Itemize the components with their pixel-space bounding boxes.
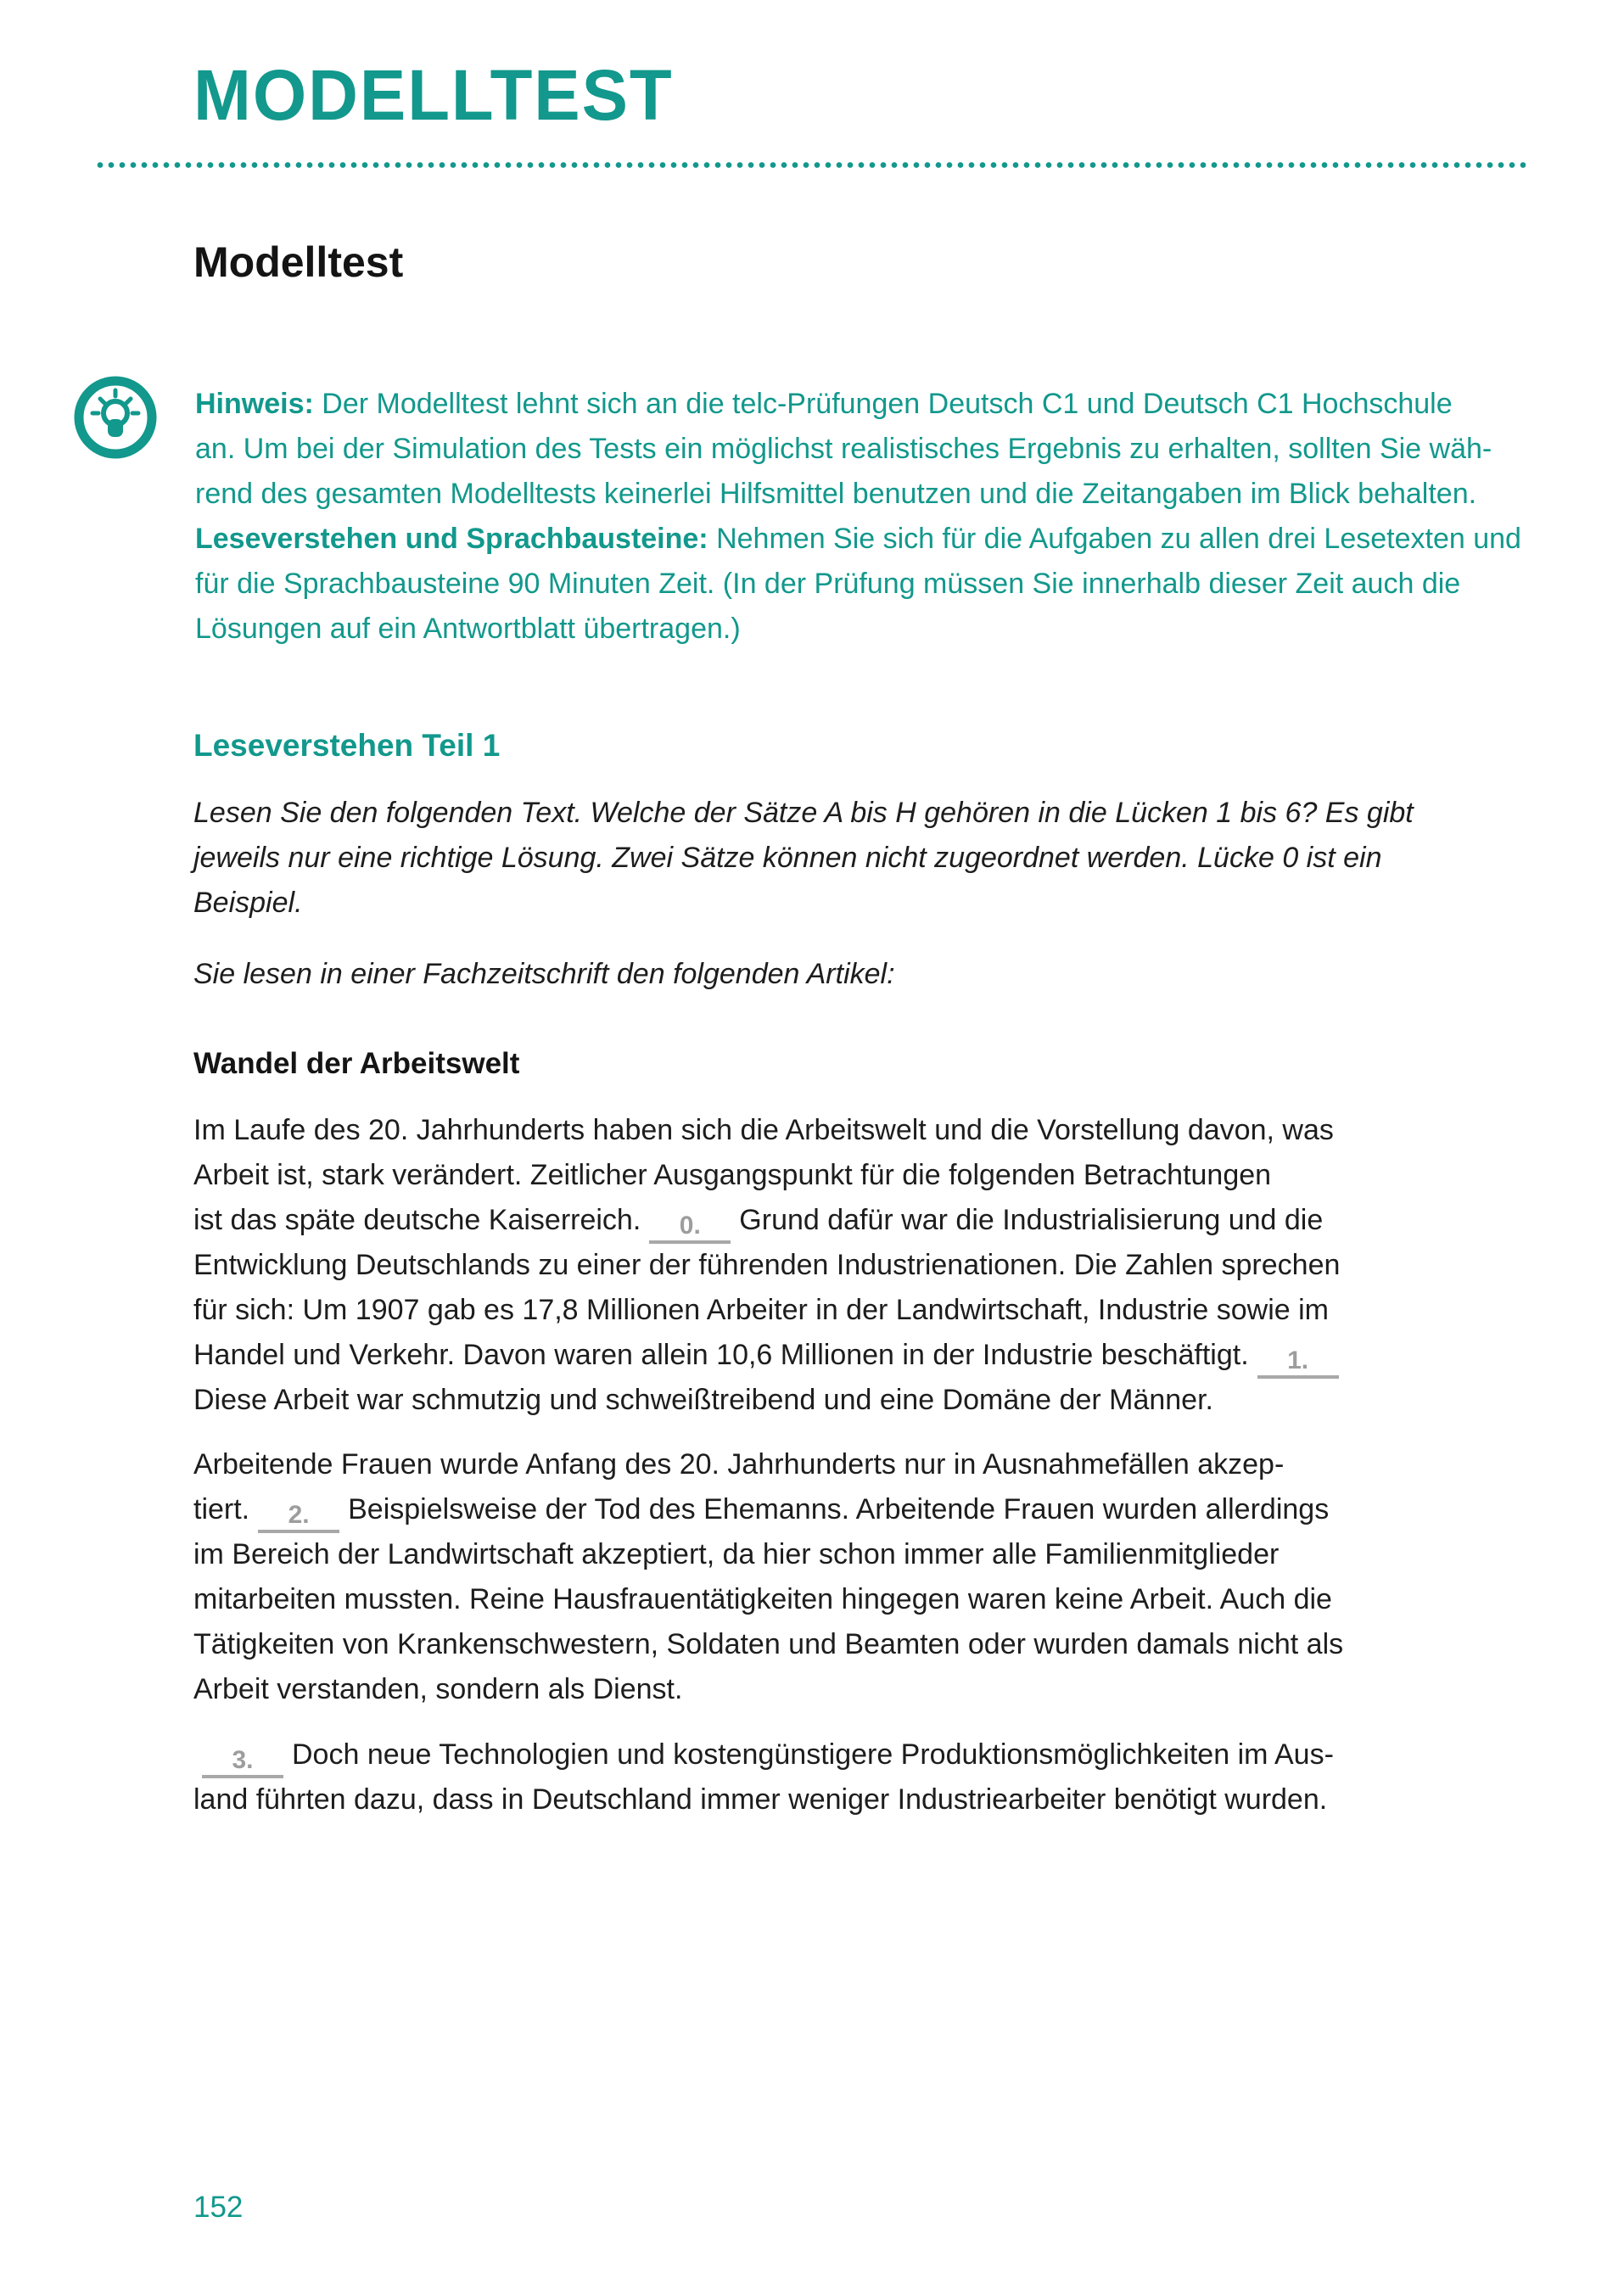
text-line: Lösungen auf ein Antwortblatt übertragen.) bbox=[195, 613, 741, 645]
gap-blank-2: 2. bbox=[258, 1502, 339, 1533]
text-line: Im Laufe des 20. Jahrhunderts haben sich die Arbeitswelt und die Vorstellung davon, was bbox=[193, 1114, 1334, 1146]
text-line: an. Um bei der Simulation des Tests ein möglichst realistisches Ergebnis zu erhalten, sollten Sie wäh- bbox=[195, 433, 1492, 465]
text-line: Leseverstehen und Sprachbausteine: Nehmen Sie sich für die Aufgaben zu allen drei Lesetexten und bbox=[195, 523, 1521, 555]
text-line: für die Sprachbausteine 90 Minuten Zeit. (In der Prüfung müssen Sie innerhalb dieser Zeit auch die bbox=[195, 568, 1461, 600]
text-line: tiert. 2. Beispielsweise der Tod des Ehemanns. Arbeitende Frauen wurden allerdings bbox=[193, 1487, 1343, 1532]
text-line: für sich: Um 1907 gab es 17,8 Millionen Arbeiter in der Landwirtschaft, Industrie sowie im bbox=[193, 1294, 1329, 1326]
text-line: Diese Arbeit war schmutzig und schweißtreibend und eine Domäne der Männer. bbox=[193, 1384, 1213, 1416]
source-line: Sie lesen in einer Fachzeitschrift den folgenden Artikel: bbox=[193, 958, 895, 990]
text-line: Arbeit ist, stark verändert. Zeitlicher Ausgangspunkt für die folgenden Betrachtungen bbox=[193, 1159, 1272, 1191]
text-line: Arbeit verstanden, sondern als Dienst. bbox=[193, 1673, 683, 1705]
hint-block bbox=[195, 382, 1521, 652]
page-number: 152 bbox=[193, 2191, 244, 2224]
text-line: land führten dazu, dass in Deutschland immer weniger Industriearbeiter benötigt wurden. bbox=[193, 1783, 1328, 1816]
text-line: Entwicklung Deutschlands zu einer der führenden Industrienationen. Die Zahlen sprechen bbox=[193, 1249, 1341, 1281]
lightbulb-icon bbox=[73, 375, 158, 460]
section-heading: Leseverstehen Teil 1 bbox=[193, 728, 501, 763]
article-title: Wandel der Arbeitswelt bbox=[193, 1047, 520, 1080]
text-line: Hinweis: Der Modelltest lehnt sich an die telc-Prüfungen Deutsch C1 und Deutsch C1 Hochschule bbox=[195, 388, 1453, 420]
chapter-banner: MODELLTEST bbox=[193, 55, 674, 135]
text-line: rend des gesamten Modelltests keinerlei Hilfsmittel benutzen und die Zeitangaben im Blick behalten. bbox=[195, 478, 1477, 510]
dotted-divider bbox=[95, 161, 1526, 169]
article-paragraph-3 bbox=[193, 1732, 1334, 1822]
text-line: Lesen Sie den folgenden Text. Welche der Sätze A bis H gehören in die Lücken 1 bis 6? Es gibt bbox=[193, 797, 1414, 829]
text-line: 3. Doch neue Technologien und kostengünstigere Produktionsmöglichkeiten im Aus- bbox=[193, 1732, 1334, 1777]
bold-label: Hinweis: bbox=[195, 388, 314, 420]
text-line: Beispiel. bbox=[193, 887, 303, 919]
text-line: mitarbeiten mussten. Reine Hausfrauentätigkeiten hingegen waren keine Arbeit. Auch die bbox=[193, 1583, 1332, 1615]
text-line: jeweils nur eine richtige Lösung. Zwei Sätze können nicht zugeordnet werden. Lücke 0 ist ein bbox=[193, 842, 1382, 874]
task-instructions bbox=[193, 791, 1414, 926]
bold-label: Leseverstehen und Sprachbausteine: bbox=[195, 523, 708, 555]
text-line: ist das späte deutsche Kaiserreich. 0. Grund dafür war die Industrialisierung und die bbox=[193, 1198, 1347, 1243]
article-paragraph-1 bbox=[193, 1108, 1347, 1423]
page-title: Modelltest bbox=[193, 238, 404, 286]
text-line: Handel und Verkehr. Davon waren allein 10,6 Millionen in der Industrie beschäftigt. 1. bbox=[193, 1333, 1347, 1378]
gap-blank-1: 1. bbox=[1257, 1347, 1339, 1379]
gap-blank-0: 0. bbox=[649, 1212, 731, 1244]
text-line: im Bereich der Landwirtschaft akzeptiert, da hier schon immer alle Familienmitglieder bbox=[193, 1538, 1280, 1570]
article-paragraph-2 bbox=[193, 1442, 1343, 1712]
text-line: Arbeitende Frauen wurde Anfang des 20. Jahrhunderts nur in Ausnahmefällen akzep- bbox=[193, 1448, 1285, 1481]
text-line: Tätigkeiten von Krankenschwestern, Soldaten und Beamten oder wurden damals nicht als bbox=[193, 1628, 1344, 1660]
gap-blank-3: 3. bbox=[202, 1747, 283, 1778]
